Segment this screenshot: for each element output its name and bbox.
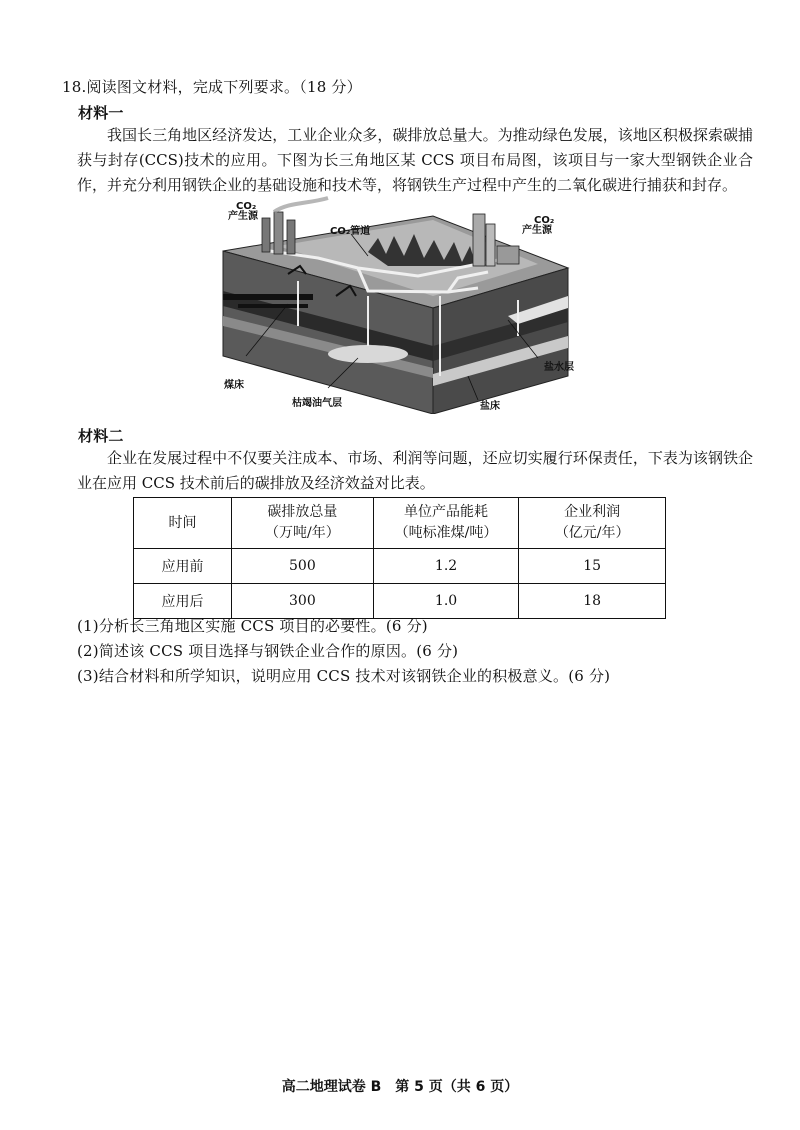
emissions-comparison-table (133, 497, 666, 619)
label-depleted-reservoir: 枯竭油气层 (292, 398, 342, 409)
material1-title: 材料一 (78, 104, 124, 122)
table-cell: 应用后 (134, 584, 232, 619)
label-co2-source-left (228, 202, 258, 222)
label-co2-source-right (522, 216, 554, 236)
material1-paragraph: 我国长三角地区经济发达，工业企业众多，碳排放总量大。为推动绿色发展，该地区积极探索碳捕获与封存(CCS)技术的应用。下图为长三角地区某 CCS 项目布局图，该项目与一家大型钢铁企业合作，并充分利用钢铁企业的基础设施和技术等，将钢铁生产过程中产生的二氧化碳进行捕获和封存。 (77, 126, 753, 194)
material2-title: 材料二 (78, 427, 124, 445)
sub-question-2: (2)简述该 CCS 项目选择与钢铁企业合作的原因。(6 分) (77, 642, 459, 660)
table-cell: 1.2 (373, 549, 519, 584)
label-co2-source-left-formula: CO₂ (236, 201, 257, 212)
ccs-layout-figure (218, 196, 580, 414)
table-row (134, 549, 666, 584)
label-saline-layer: 盐水层 (544, 362, 574, 373)
material2-paragraph: 企业在发展过程中不仅要关注成本、市场、利润等问题，还应切实履行环保责任，下表为该钢铁企业在应用 CCS 技术前后的碳排放及经济效益对比表。 (77, 449, 753, 492)
label-salt-bed: 盐床 (480, 401, 500, 412)
header-time: 时间 (168, 514, 197, 531)
table-header-cell (134, 498, 232, 549)
table-cell: 18 (519, 584, 666, 619)
table-cell: 应用前 (134, 549, 232, 584)
label-co2-source-right-text: 产生源 (522, 225, 552, 236)
table-cell: 300 (232, 584, 374, 619)
sub-question-3: (3)结合材料和所学知识，说明应用 CCS 技术对该钢铁企业的积极意义。(6 分) (77, 667, 611, 685)
header-carbon-unit: （万吨/年） (265, 525, 340, 541)
table-header-row (134, 498, 666, 549)
label-co2-source-right-formula: CO₂ (534, 215, 555, 226)
header-energy-unit: （吨标准煤/吨） (394, 525, 498, 541)
label-co2-source-left-text: 产生源 (228, 211, 258, 222)
header-profit: 企业利润 (564, 504, 621, 520)
table-cell: 15 (519, 549, 666, 584)
table-row (134, 584, 666, 619)
header-profit-unit: （亿元/年） (554, 525, 630, 541)
table-cell: 1.0 (373, 584, 519, 619)
page-footer: 高二地理试卷 B 第 5 页（共 6 页） (281, 1079, 519, 1095)
question-header: 18.阅读图文材料，完成下列要求。（18 分） (62, 78, 362, 96)
header-carbon-total: 碳排放总量 (267, 504, 338, 520)
table-cell: 500 (232, 549, 374, 584)
sub-question-1: (1)分析长三角地区实施 CCS 项目的必要性。(6 分) (77, 617, 428, 635)
table-header-cell (373, 498, 519, 549)
header-energy: 单位产品能耗 (404, 504, 489, 520)
label-coal-bed: 煤床 (224, 380, 244, 391)
table-header-cell (232, 498, 374, 549)
table-header-cell (519, 498, 666, 549)
label-co2-pipe: CO₂管道 (330, 226, 371, 237)
